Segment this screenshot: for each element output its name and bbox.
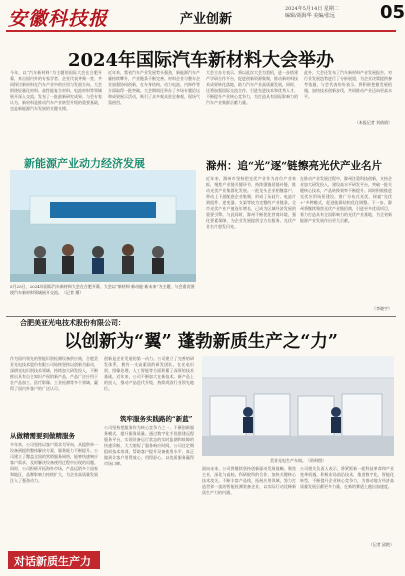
body-column: 公司相关负责人表示，将紧抓新一轮科技革命和产业变革机遇，积极布局前沿技术，推进数字化、智能化转型，不断提升企业核心竞争力，为推动地方经济高质量发展贡献更多力量，在新的赛道上跑出加速度。 bbox=[300, 466, 394, 489]
top-story-byline: （本报记者 刘倩倩） bbox=[354, 120, 392, 125]
divider bbox=[6, 316, 396, 317]
feature-title: 新能源产业动力经济发展 bbox=[24, 157, 145, 170]
top-story-headline: 2024年国际汽车新材料大会举办 bbox=[67, 50, 335, 71]
body-column: 多年来，公司坚持以客户需求为导向，从提供单一设备到提供整体解决方案，服务能力不断提升。公司建立了覆盖全国的营销服务网络，能够快速响应客户需求，及时解决设备使用过程中出现的问题。同时，公司积极开拓海外市场，产品远销多个国家和地区，品牌影响力持续扩大，为企业高质量发展注入了强劲动力。 bbox=[10, 442, 98, 483]
section-title: 产业创新 bbox=[180, 12, 233, 27]
event-photo bbox=[10, 170, 196, 282]
body-column: 此外，大会还发布了汽车新材料产业发展报告，对行业发展趋势进行了分析展望，为企业决策提供参考依据。与会代表纷纷表示，将积极把握发展机遇，加快技术创新步伐，共同推动产业迈向更高水平。 bbox=[304, 70, 392, 99]
bottom-story-headline: 以创新为“翼” 蓬勃新质生产之“力” bbox=[64, 332, 338, 352]
factory-photo bbox=[202, 356, 394, 456]
side-story-title-line1: 滁州：追“光”逐“链” bbox=[206, 160, 304, 172]
factory-photo-caption: 美亚光电生产车间。（资料图） bbox=[270, 458, 326, 463]
masthead-rule bbox=[6, 30, 396, 32]
body-column: 大会主办方表示，将以此次大会为契机，进一步搭建产学研合作平台，促进创新资源集聚，推动新材料技术成果转化落地，助力汽车产业高质量发展。同时，还将加强国际交流合作，引进先进技术和优秀人才，不断提升产业核心竞争力，为打造具有国际影响力的汽车产业集群贡献力量。 bbox=[206, 70, 298, 105]
side-story-byline: （李晓宇） bbox=[372, 306, 392, 311]
side-story-title-line2: 擦亮光伏产业名片 bbox=[298, 160, 382, 172]
newspaper-logo: 安徽科技报 bbox=[8, 8, 109, 30]
body-column: 作为国内领先的智能识别检测设备供应商，合肥美亚光电技术股份有限公司始终坚持以创新为驱动，深耕光电识别技术领域，持续加大研发投入，不断推出具有自主知识产权的新产品，产品广泛应用于农产品加工、医疗影像、工业检测等多个领域，赢得了国内外客户的广泛认可。 bbox=[10, 356, 98, 391]
body-column: 公司坚持把服务作为核心竞争力之一，不断创新服务模式，提升服务质量。通过数字化手段搭建远程服务平台，实现设备运行状态的实时监测和故障的快速诊断，大大缩短了服务响应时间。公司还定期组织技术培训，帮助客户提升设备使用水平，真正做到让客户用得放心、用得舒心，以优质服务赢得市场口碑。 bbox=[104, 425, 194, 466]
body-column: 近年来，我省汽车产业发展势头强劲，新能源汽车产量持续攀升，产业链条不断完善。材料企业与整车企业加强协同创新，在车身结构、动力电池、内饰件等方面取得一批突破。大会期间还举办了多场专题论坛和成果展示活动，吸引了众多观众驻足参观，现场气氛热烈。 bbox=[108, 70, 200, 105]
date-text: 2024年5月14日 星期二 bbox=[285, 6, 339, 12]
date-line bbox=[285, 6, 339, 20]
body-column: 在推动产业发展过程中，滁州注重科技创新，支持企业加大研发投入，建设高水平研发平台，突破一批关键核心技术，产品转换效率不断提升。同时积极推进光伏应用场景建设，推广分布式光伏，探索“光伏+”多种模式，促进能源结构优化调整。下一步，滁州将继续聚焦光伏产业链招商，引进更多优质项目，着力打造具有全国影响力的光伏产业基地，为全省新能源产业发展作出更大贡献。 bbox=[300, 176, 392, 223]
bottom-story-subhead1: 从做精需要到做精服务 bbox=[10, 432, 75, 440]
bottom-story-byline: （记者 邱艳） bbox=[368, 542, 394, 547]
bottom-story-kicker: 合肥美亚光电技术股份有限公司： bbox=[20, 318, 125, 327]
bottom-story-subhead2: 筑牢服务实践路的“新蓝” bbox=[120, 415, 193, 423]
body-column: 今年，以“汽车新材料”为主题的国际大会在合肥开幕，来自国内外的专家学者、企业代表齐聚一堂，共同探讨新材料在汽车产业中的应用与发展方向。大会围绕轻量化材料、高性能复合材料、电池材料等领域展开深入交流，发布了一批最新研究成果。与会专家认为，新材料是推动汽车产业转型升级的重要基础，也是新能源汽车发展的关键支撑。 bbox=[10, 70, 102, 111]
body-column: 近年来，滁州市坚持把光伏产业作为首位产业来抓，聚焦产业链关键环节，持续强链延链补链，推动光伏产业集群化发展。一批龙头企业相继落户，带动上下游配套企业集聚，形成了从硅片、电池片到组件、逆变器、支架等较为完整的产业链条。全市光伏产业产值连年增长，已成为区域经济发展的重要引擎。与此同时，滁州不断优化营商环境，强化要素保障，为企业发展提供全方位服务，光伏产业名片愈发闪亮。 bbox=[206, 176, 296, 229]
footer-banner-text: 对话新质生产力 bbox=[14, 555, 91, 568]
event-photo-caption: 5月25日，2024年国际汽车新材料大会在合肥开幕，大会以“新材料·新动能·新未来”为主题，与会嘉宾围绕汽车新材料领域展开交流。（记者 摄） bbox=[10, 284, 195, 295]
editor-text: 编辑/胡海华 美编/张远 bbox=[285, 13, 335, 19]
page-number: 05 bbox=[380, 2, 405, 23]
body-column: 创新是企业发展的第一动力。公司建立了完善的研发体系，拥有一支高素质的研发团队，在光电识别、图像处理、人工智能等方面积累了深厚的技术基础。近年来，公司不断加大在新技术、新产品上的投入，推动产品迭代升级，持续巩固行业领先地位。 bbox=[104, 356, 194, 391]
body-column: 面向未来，公司将继续坚持创新驱动发展战略，聚焦主业，深化与高校、科研院所的合作，加快关键核心技术攻关，不断丰富产品线，拓展应用领域，努力打造世界一流的智能检测装备企业，以实际行动诠释新质生产力的内涵。 bbox=[202, 466, 296, 495]
